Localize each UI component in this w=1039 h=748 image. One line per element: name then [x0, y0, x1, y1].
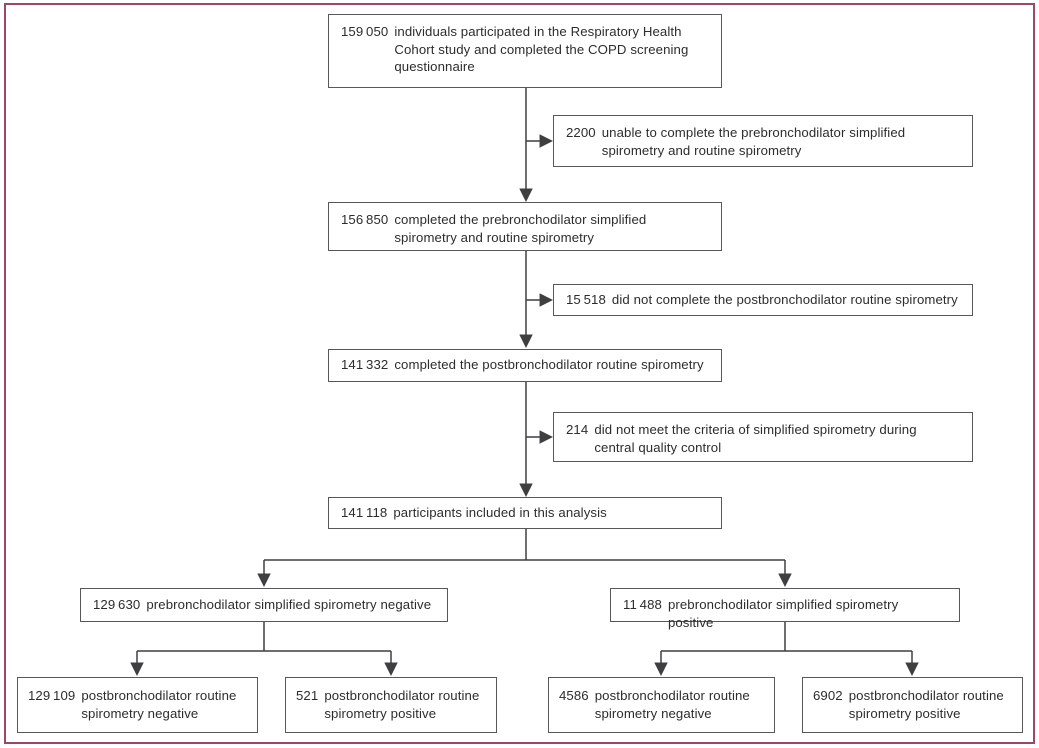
node-count: 141 118 [341, 505, 388, 520]
node-count: 129 109 [28, 688, 76, 703]
node-count: 521 [296, 688, 319, 703]
flow-node-post-routine-positive-of-positive [802, 677, 1023, 733]
node-count: 4586 [559, 688, 589, 703]
flow-node-post-routine-negative-of-negative [17, 677, 258, 733]
node-count: 159 050 [341, 24, 389, 39]
node-description: postbronchodilator routine spirometry positive [848, 688, 1004, 721]
flow-node-pre-simplified-positive [610, 588, 960, 630]
node-description: unable to complete the prebronchodilator simplified spirometry and routine spirometry [601, 125, 906, 158]
flow-node-enrolled [328, 14, 722, 88]
node-description: prebronchodilator simplified spirometry positive [667, 597, 899, 630]
node-description: did not complete the postbronchodilator routine spirometry [611, 292, 958, 307]
node-description: prebronchodilator simplified spirometry negative [146, 597, 432, 612]
node-description: did not meet the criteria of simplified spirometry during central quality control [594, 422, 917, 455]
node-count: 15 518 [566, 292, 606, 307]
node-description: completed the postbronchodilator routine spirometry [394, 357, 704, 372]
node-count: 141 332 [341, 357, 389, 372]
node-count: 129 630 [93, 597, 141, 612]
node-count: 2200 [566, 125, 596, 140]
node-count: 156 850 [341, 212, 389, 227]
node-description: participants included in this analysis [393, 505, 607, 520]
node-description: postbronchodilator routine spirometry negative [594, 688, 750, 721]
node-description: postbronchodilator routine spirometry negative [81, 688, 237, 721]
node-description: postbronchodilator routine spirometry positive [324, 688, 480, 721]
node-count: 11 488 [623, 597, 662, 612]
flow-node-post-routine-negative-of-positive [548, 677, 775, 733]
node-description: completed the prebronchodilator simplified spirometry and routine spirometry [394, 212, 647, 245]
flow-node-post-routine-positive-of-negative [285, 677, 497, 733]
flow-node-included-analysis [328, 497, 722, 529]
node-count: 214 [566, 422, 589, 437]
node-description: individuals participated in the Respiratory Health Cohort study and completed the COPD screening questionnaire [394, 24, 689, 75]
flow-node-excluded-unable [553, 115, 973, 167]
flow-node-excluded-quality-control [553, 412, 973, 462]
flow-node-completed-prebronchodilator [328, 202, 722, 251]
flow-node-pre-simplified-negative [80, 588, 448, 622]
flow-node-completed-postbronchodilator [328, 349, 722, 382]
flow-node-excluded-not-complete-post [553, 284, 973, 316]
node-count: 6902 [813, 688, 843, 703]
